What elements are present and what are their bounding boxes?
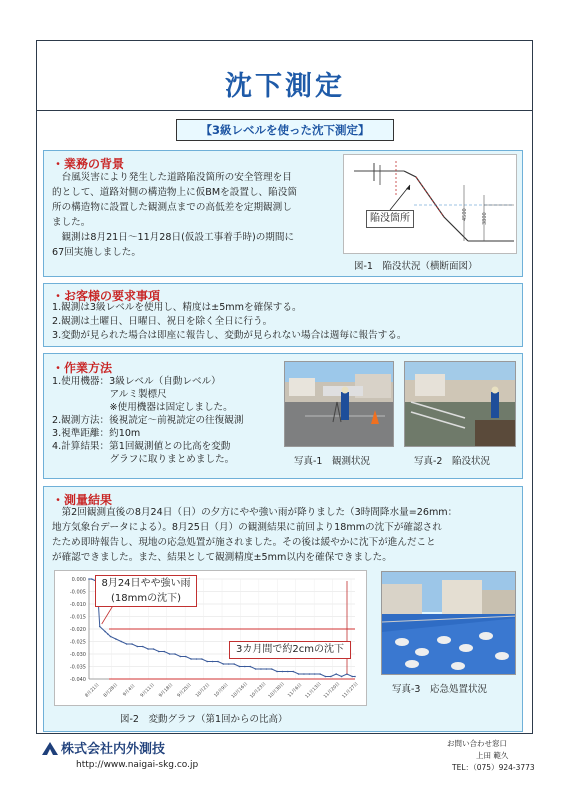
background-line-1: 台風災害により発生した道路陥没箇所の安全管理を目 bbox=[52, 172, 292, 183]
x-tick-label: 10月23日 bbox=[249, 681, 268, 700]
rain-callout-line-1: 8月24日やや強い雨 bbox=[101, 578, 191, 589]
data-point bbox=[217, 661, 219, 663]
data-point bbox=[249, 666, 251, 668]
x-tick-label: 10月30日 bbox=[267, 681, 286, 700]
data-point bbox=[169, 653, 171, 655]
photo-2-image bbox=[405, 362, 516, 447]
photo-1-image bbox=[285, 362, 394, 447]
photo-2-caption: 写真-2 陥没状況 bbox=[414, 456, 490, 467]
data-point bbox=[282, 671, 284, 673]
title-divider bbox=[36, 110, 533, 111]
data-point bbox=[180, 656, 182, 658]
data-point bbox=[115, 638, 117, 640]
data-point bbox=[303, 673, 305, 675]
method-line-7: グラフに取りまとめました。 bbox=[52, 454, 235, 465]
data-point bbox=[158, 651, 160, 653]
contact-tel: TEL：（075）924-3773 bbox=[452, 763, 535, 772]
data-point bbox=[239, 666, 241, 668]
results-line-1: 第2回観測直後の8月24日（日）の夕方にやや強い雨が降りました（3時間降水量=26mm： bbox=[52, 507, 458, 518]
data-point bbox=[212, 661, 214, 663]
data-point bbox=[126, 643, 128, 645]
data-point bbox=[287, 671, 289, 673]
photo-2-collapse bbox=[404, 361, 516, 447]
cross-section-diagram bbox=[343, 154, 517, 254]
y-tick-label: -0.035 bbox=[69, 664, 86, 671]
x-tick-label: 8月28日 bbox=[103, 682, 120, 699]
y-tick-label: -0.005 bbox=[69, 589, 86, 596]
data-point bbox=[341, 676, 343, 678]
contact-person: 上田 範久 bbox=[476, 751, 509, 760]
company-name: 株式会社内外測技 bbox=[61, 742, 166, 757]
x-tick-label: 10月16日 bbox=[231, 681, 250, 700]
y-tick-label: -0.010 bbox=[69, 602, 86, 608]
data-point bbox=[255, 668, 257, 670]
settlement-callout: 3カ月間で約2cmの沈下 bbox=[229, 641, 351, 659]
x-tick-label: 9月25日 bbox=[176, 682, 193, 699]
label-arrow bbox=[344, 155, 518, 255]
results-line-2: 地方気象台データによる）。8月25日（月）の観測結果に前回より18mmの沈下が確認され bbox=[52, 522, 442, 533]
data-point bbox=[120, 641, 122, 643]
data-point bbox=[147, 648, 149, 650]
data-point bbox=[174, 653, 176, 655]
x-tick-label: 11月6日 bbox=[287, 682, 304, 699]
x-tick-label: 9月11日 bbox=[139, 682, 156, 699]
data-point bbox=[185, 656, 187, 658]
photo-1-caption: 写真-1 観測状況 bbox=[294, 456, 370, 467]
method-line-5: 3.視準距離：約10m bbox=[52, 428, 141, 439]
background-heading: ・業務の背景 bbox=[52, 157, 125, 171]
x-tick-label: 10月2日 bbox=[195, 682, 212, 699]
data-point bbox=[88, 578, 90, 580]
data-point bbox=[330, 676, 332, 678]
x-tick-label: 9月4日 bbox=[122, 683, 137, 698]
contact-label: お問い合わせ窓口 bbox=[447, 739, 507, 748]
method-line-1: 1.使用機器：3級レベル（自動レベル） bbox=[52, 376, 221, 387]
data-point bbox=[266, 668, 268, 670]
x-tick-label: 10月9日 bbox=[213, 682, 230, 699]
y-tick-label: -0.015 bbox=[69, 614, 86, 621]
background-line-2: 的として、道路対側の構造物上に仮BMを設置し、陥没箇 bbox=[52, 187, 297, 198]
data-point bbox=[271, 668, 273, 670]
rain-callout-line-2: (18mmの沈下) bbox=[110, 593, 181, 604]
x-tick-label: 11月20日 bbox=[323, 681, 342, 700]
data-point bbox=[354, 676, 356, 678]
figure-1-caption: 図-1 陥没状況（横断面図） bbox=[354, 261, 478, 272]
photo-3-caption: 写真-3 応急処置状況 bbox=[392, 684, 487, 695]
data-point bbox=[260, 668, 262, 670]
data-point bbox=[131, 643, 133, 645]
data-point bbox=[206, 661, 208, 663]
data-point bbox=[99, 626, 101, 628]
data-point bbox=[196, 658, 198, 660]
background-line-5: 観測は8月21日～11月28日(仮設工事着手時)の期間に bbox=[52, 232, 295, 243]
data-point bbox=[319, 673, 321, 675]
data-point bbox=[223, 663, 225, 665]
data-point bbox=[352, 676, 354, 678]
svg-text:4500: 4500 bbox=[462, 208, 468, 221]
data-point bbox=[309, 673, 311, 675]
page-subtitle: 【3級レベルを使った沈下測定】 bbox=[176, 119, 394, 141]
data-point bbox=[292, 671, 294, 673]
data-point bbox=[244, 666, 246, 668]
data-point bbox=[91, 578, 93, 580]
x-tick-label: 8月21日 bbox=[84, 682, 101, 699]
results-heading: ・測量結果 bbox=[52, 493, 113, 507]
y-tick-label: -0.025 bbox=[69, 639, 86, 646]
page-title: 沈下測定 bbox=[225, 71, 345, 102]
company-url[interactable]: http://www.naigai-skg.co.jp bbox=[76, 760, 199, 770]
rain-callout bbox=[95, 575, 197, 607]
method-line-3: ※使用機器は固定しました。 bbox=[52, 402, 233, 413]
background-line-3: 所の構造物に設置した観測点までの高低差を定期観測し bbox=[52, 202, 292, 213]
data-point bbox=[298, 673, 300, 675]
data-point bbox=[228, 663, 230, 665]
x-tick-label: 11月27日 bbox=[341, 681, 360, 700]
x-tick-label: 11月13日 bbox=[304, 681, 323, 700]
method-line-6: 4.計算結果：第1回観測値との比高を変動 bbox=[52, 441, 231, 452]
data-point bbox=[314, 673, 316, 675]
x-tick-label: 9月18日 bbox=[158, 682, 175, 699]
y-tick-label: -0.040 bbox=[69, 677, 86, 683]
y-tick-label: -0.020 bbox=[69, 627, 86, 633]
method-line-4: 2.観測方法：後視読定～前視読定の往復観測 bbox=[52, 415, 244, 426]
y-tick-label: 0.000 bbox=[71, 577, 86, 583]
data-point bbox=[110, 636, 112, 638]
data-point bbox=[153, 648, 155, 650]
background-line-4: ました。 bbox=[52, 217, 91, 228]
data-point bbox=[163, 651, 165, 653]
data-point bbox=[190, 658, 192, 660]
data-point bbox=[104, 631, 106, 633]
collapse-site-label: 陥没箇所 bbox=[366, 210, 414, 228]
logo-mark-icon bbox=[42, 742, 58, 755]
data-point bbox=[276, 671, 278, 673]
results-line-4: が確認できました。また、結果として観測精度±5mm以内を確保できました。 bbox=[52, 552, 392, 563]
y-tick-label: -0.030 bbox=[69, 652, 86, 658]
data-point bbox=[233, 663, 235, 665]
method-line-2: アルミ製標尺 bbox=[52, 389, 167, 400]
data-point bbox=[201, 658, 203, 660]
requirement-2: 2.観測は土曜日、日曜日、祝日を除く全日に行う。 bbox=[52, 316, 273, 327]
data-point bbox=[325, 676, 327, 678]
svg-text:3800: 3800 bbox=[482, 212, 488, 225]
method-heading: ・作業方法 bbox=[52, 361, 113, 375]
requirement-1: 1.観測は3級レベルを使用し、精度は±5mmを確保する。 bbox=[52, 302, 302, 313]
data-point bbox=[107, 633, 109, 635]
results-line-3: たため即時報告し、現地の応急処置が施されました。その後は緩やかに沈下が進んだこと bbox=[52, 537, 436, 548]
data-point bbox=[142, 646, 144, 648]
requirements-heading: ・お客様の要求事項 bbox=[52, 289, 161, 303]
photo-3-emergency bbox=[381, 571, 516, 675]
data-point bbox=[335, 673, 337, 675]
figure-2-caption: 図-2 変動グラフ（第1回からの比高） bbox=[120, 714, 288, 725]
requirement-3: 3.変動が見られた場合は即座に報告し、変動が見られない場合は週毎に報告する。 bbox=[52, 330, 407, 341]
background-line-6: 67回実施しました。 bbox=[52, 247, 141, 258]
company-logo bbox=[42, 738, 165, 757]
photo-3-image bbox=[382, 572, 516, 675]
photo-1-observation bbox=[284, 361, 394, 447]
data-point bbox=[137, 646, 139, 648]
